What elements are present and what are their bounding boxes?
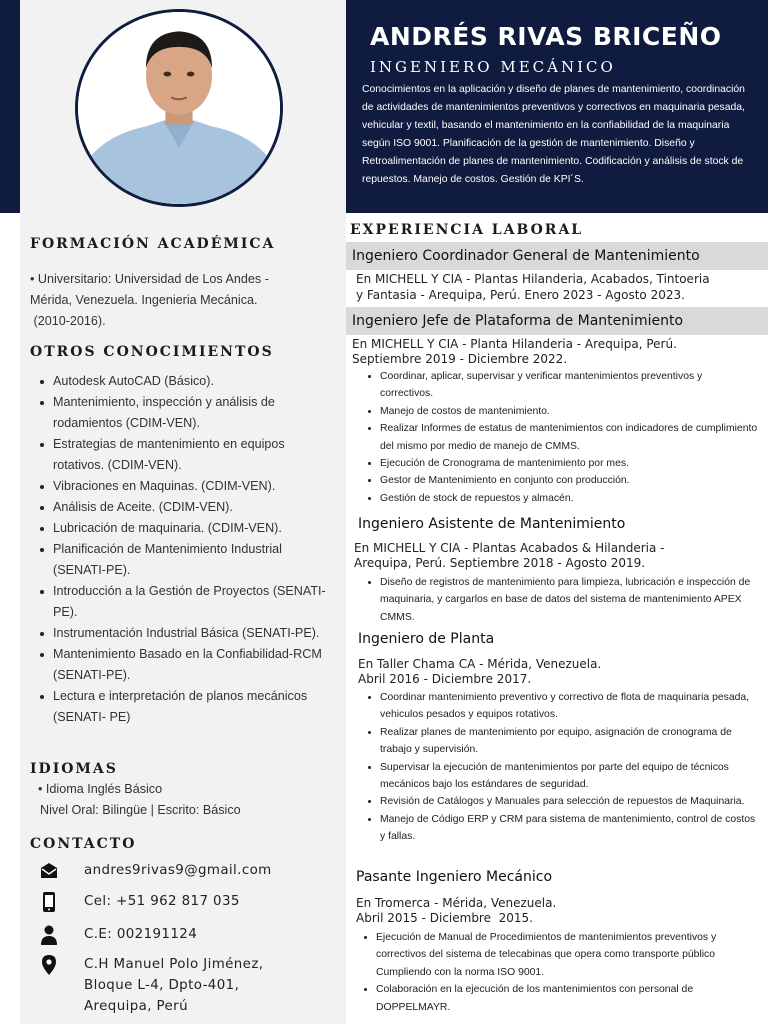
profile-summary: Conocimientos en la aplicación y diseño de planes de mantenimiento, coordinación de actividades de mantenimientos preventivos y correctivos en maquinaria pesada, vehicular y textil, basando el mantenimiento en la confiabilidad de la maquinaria según ISO 9001. Planificación de la gestión de mantenimiento. Diseño y Retroalimentación de planes de mantenimiento. Codificación y análisis de stock de repuestos. Manejo de costos. Gestión de KPI´S. <box>362 84 745 186</box>
knowledge-item: Autodesk AutoCAD (Básico). <box>38 371 338 392</box>
contact-title: CONTACTO <box>30 836 137 852</box>
contact-phone: Cel: +51 962 817 035 <box>84 894 240 909</box>
knowledge-item: Planificación de Mantenimiento Industrial (SENATI-PE). <box>38 539 338 581</box>
languages-line-2: Nivel Oral: Bilingüe | Escrito: Básico <box>40 803 241 817</box>
job-company: En MICHELL Y CIA - Plantas Hilanderia, Acabados, Tintoeria <box>356 272 710 286</box>
job-dates: Abril 2016 - Diciembre 2017. <box>358 672 532 686</box>
contact-email[interactable]: andres9rivas9@gmail.com <box>84 863 272 878</box>
job-bullet: Gestor de Mantenimiento en conjunto con producción. <box>366 472 758 489</box>
job-dates: Arequipa, Perú. Septiembre 2018 - Agosto 2019. <box>354 556 646 570</box>
knowledge-item: Lectura e interpretación de planos mecánicos (SENATI- PE) <box>38 686 338 728</box>
candidate-name: ANDRÉS RIVAS BRICEÑO <box>370 22 722 51</box>
candidate-role: INGENIERO MECÁNICO <box>370 58 616 76</box>
job-company: En MICHELL Y CIA - Planta Hilanderia - Arequipa, Perú. <box>352 337 677 351</box>
job-company: En Tromerca - Mérida, Venezuela. <box>356 896 557 910</box>
knowledge-list <box>38 371 338 728</box>
job-dates: Abril 2015 - Diciembre 2015. <box>356 911 533 925</box>
job-bullet: Ejecución de Manual de Procedimientos de mantenimientos preventivos y correctivos del sistema de telecabinas que opera como transporte público Cumpliendo con la norma ISO 9001. <box>362 929 762 981</box>
job-bullet: Supervisar la ejecución de mantenimientos por parte del equipo de técnicos mecánicos bajo los estándares de seguridad. <box>366 759 762 794</box>
job-company: En Taller Chama CA - Mérida, Venezuela. <box>358 657 602 671</box>
job-bullets <box>366 574 758 626</box>
education-line-1: • Universitario: Universidad de Los Andes - <box>30 272 269 286</box>
envelope-icon <box>38 860 60 882</box>
header-banner <box>346 0 768 213</box>
job-bullet: Coordinar mantenimiento preventivo y correctivo de flota de maquinaria pesada, vehiculos pesados y equipos rotativos. <box>366 689 762 724</box>
job-bullet: Manejo de Código ERP y CRM para sistema de mantenimiento, control de costos y fallas. <box>366 811 762 846</box>
job-dates: Septiembre 2019 - Diciembre 2022. <box>352 352 568 366</box>
education-line-2: Mérida, Venezuela. Ingenieria Mecánica. <box>30 293 258 307</box>
location-pin-icon <box>38 954 60 976</box>
job-bullet: Manejo de costos de mantenimiento. <box>366 403 758 420</box>
phone-icon <box>38 891 60 913</box>
education-line-3: (2010-2016). <box>30 314 106 328</box>
job-bullet: Coordinar, aplicar, supervisar y verificar mantenimientos preventivos y correctivos. <box>366 368 758 403</box>
contact-address-line-3: Arequipa, Perú <box>84 999 188 1014</box>
knowledge-title: OTROS CONOCIMIENTOS <box>30 344 274 360</box>
knowledge-item: Lubricación de maquinaria. (CDIM-VEN). <box>38 518 338 539</box>
experience-title: EXPERIENCIA LABORAL <box>350 222 584 238</box>
job-bullet: Diseño de registros de mantenimiento para limpieza, lubricación e inspección de maquinaria, y cargarlos en base de datos del sistema de mantenimiento APEX CMMS. <box>366 574 758 626</box>
knowledge-item: Instrumentación Industrial Básica (SENATI-PE). <box>38 623 338 644</box>
person-icon <box>38 924 60 946</box>
job-title: Ingeniero Coordinador General de Mantenimiento <box>346 242 768 270</box>
header-edge-strip <box>0 0 20 213</box>
job-bullet: Realizar planes de mantenimiento por equipo, asignación de cronograma de trabajo y supervisión. <box>366 724 762 759</box>
knowledge-item: Estrategias de mantenimiento en equipos rotativos. (CDIM-VEN). <box>38 434 338 476</box>
languages-title: IDIOMAS <box>30 761 118 777</box>
job-bullets <box>362 929 762 1016</box>
profile-photo <box>75 9 283 207</box>
knowledge-item: Mantenimiento, inspección y análisis de rodamientos (CDIM-VEN). <box>38 392 338 434</box>
job-title: Ingeniero de Planta <box>358 631 495 647</box>
contact-address-line-2: Bloque L-4, Dpto-401, <box>84 978 240 993</box>
job-title: Pasante Ingeniero Mecánico <box>356 869 553 885</box>
job-bullets <box>366 689 762 846</box>
job-bullet: Gestión de stock de repuestos y almacén. <box>366 490 758 507</box>
job-bullet: Colaboración en la ejecución de los mantenimientos con personal de DOPPELMAYR. <box>362 981 762 1016</box>
knowledge-item: Mantenimiento Basado en la Confiabilidad-RCM (SENATI-PE). <box>38 644 338 686</box>
job-bullet: Revisión de Catálogos y Manuales para selección de repuestos de Maquinaria. <box>366 793 762 810</box>
knowledge-item: Vibraciones en Maquinas. (CDIM-VEN). <box>38 476 338 497</box>
job-bullet: Realizar Informes de estatus de mantenimientos con indicadores de cumplimiento del mismo por medio de manejo de CMMS. <box>366 420 758 455</box>
knowledge-item: Introducción a la Gestión de Proyectos (SENATI-PE). <box>38 581 338 623</box>
education-title: FORMACIÓN ACADÉMICA <box>30 236 276 252</box>
contact-address-line-1: C.H Manuel Polo Jiménez, <box>84 957 264 972</box>
languages-line-1: • Idioma Inglés Básico <box>38 782 163 796</box>
job-bullets <box>366 368 758 507</box>
job-title: Ingeniero Jefe de Plataforma de Mantenimiento <box>346 307 768 335</box>
job-company: En MICHELL Y CIA - Plantas Acabados & Hilanderia - <box>354 541 665 555</box>
job-dates: y Fantasia - Arequipa, Perú. Enero 2023 - Agosto 2023. <box>356 288 685 302</box>
job-title: Ingeniero Asistente de Mantenimiento <box>358 516 626 532</box>
job-bullet: Ejecución de Cronograma de mantenimiento por mes. <box>366 455 758 472</box>
contact-id: C.E: 002191124 <box>84 927 198 942</box>
knowledge-item: Análisis de Aceite. (CDIM-VEN). <box>38 497 338 518</box>
